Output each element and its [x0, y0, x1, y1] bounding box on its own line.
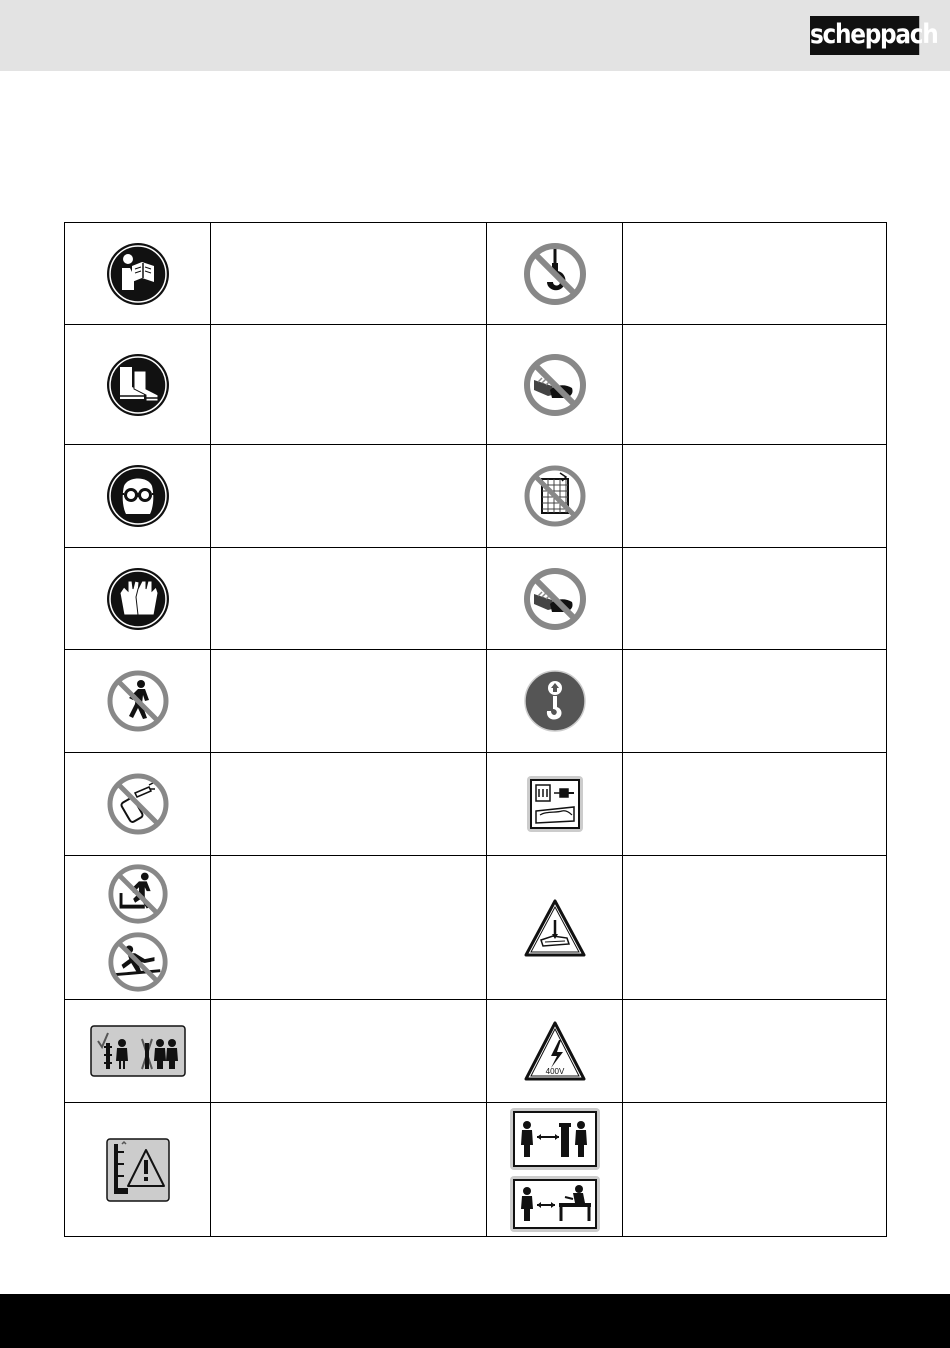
symbol-description [211, 1103, 487, 1237]
no-reaching-into-blade-icon [522, 566, 588, 632]
tipping-hazard-icon [106, 1138, 170, 1202]
symbol-description [623, 548, 887, 650]
symbol-description [211, 548, 487, 650]
symbol-description [211, 223, 487, 325]
safety-distance-icon [509, 1175, 601, 1233]
read-manual-icon [106, 242, 170, 306]
symbol-cell [65, 548, 211, 650]
page-header [0, 0, 950, 71]
lifting-point-icon [523, 669, 587, 733]
table-row [65, 1000, 887, 1103]
voltage-warning-icon [523, 1020, 587, 1082]
symbol-cell [487, 1000, 623, 1103]
table-row [65, 445, 887, 548]
eye-protection-icon [106, 464, 170, 528]
symbol-description [211, 325, 487, 445]
symbol-cell [65, 445, 211, 548]
safety-distance-icon [509, 1107, 601, 1171]
symbol-cell [487, 650, 623, 753]
table-row [65, 1103, 887, 1237]
symbol-cell [487, 325, 623, 445]
symbol-description [211, 445, 487, 548]
table-row [65, 753, 887, 856]
table-row [65, 856, 887, 1000]
safety-boots-icon [106, 353, 170, 417]
symbol-cell [65, 753, 211, 856]
symbol-description [623, 1000, 887, 1103]
symbol-cell [65, 1000, 211, 1103]
cutting-hazard-warning-icon [523, 898, 587, 958]
voltage-label: 400V [545, 1067, 564, 1076]
symbol-description [623, 753, 887, 856]
unplug-before-maintenance-icon [526, 775, 584, 833]
symbol-cell [487, 753, 623, 856]
no-pedestrians-icon [105, 668, 171, 734]
safety-symbols-table [64, 222, 887, 1237]
no-reaching-into-blade-icon [522, 352, 588, 418]
symbol-cell [487, 445, 623, 548]
no-protective-grille-icon [522, 463, 588, 529]
single-operator-icon [90, 1025, 186, 1077]
symbol-cell [487, 856, 623, 1000]
table-row [65, 325, 887, 445]
page-footer [0, 1294, 950, 1348]
symbol-cell [487, 223, 623, 325]
symbol-description [623, 223, 887, 325]
symbol-description [623, 1103, 887, 1237]
no-lifting-hook-icon [522, 241, 588, 307]
symbol-cell [65, 223, 211, 325]
symbol-description [211, 856, 487, 1000]
no-stepping-on-icon [106, 930, 170, 994]
symbol-cell [487, 1103, 623, 1237]
symbol-cell [487, 548, 623, 650]
no-climbing-icon [106, 862, 170, 926]
table-row [65, 223, 887, 325]
symbol-cell [65, 856, 211, 1000]
symbol-description [623, 856, 887, 1000]
symbol-cell [65, 1103, 211, 1237]
symbol-description [211, 1000, 487, 1103]
symbol-description [211, 650, 487, 753]
symbol-description [211, 753, 487, 856]
symbol-description [623, 445, 887, 548]
no-spray-can-icon [105, 771, 171, 837]
scheppach-logo: scheppach [810, 16, 919, 55]
symbol-description [623, 325, 887, 445]
symbol-description [623, 650, 887, 753]
symbol-cell [65, 325, 211, 445]
symbol-cell [65, 650, 211, 753]
protective-gloves-icon [106, 567, 170, 631]
table-row [65, 548, 887, 650]
table-row [65, 650, 887, 753]
